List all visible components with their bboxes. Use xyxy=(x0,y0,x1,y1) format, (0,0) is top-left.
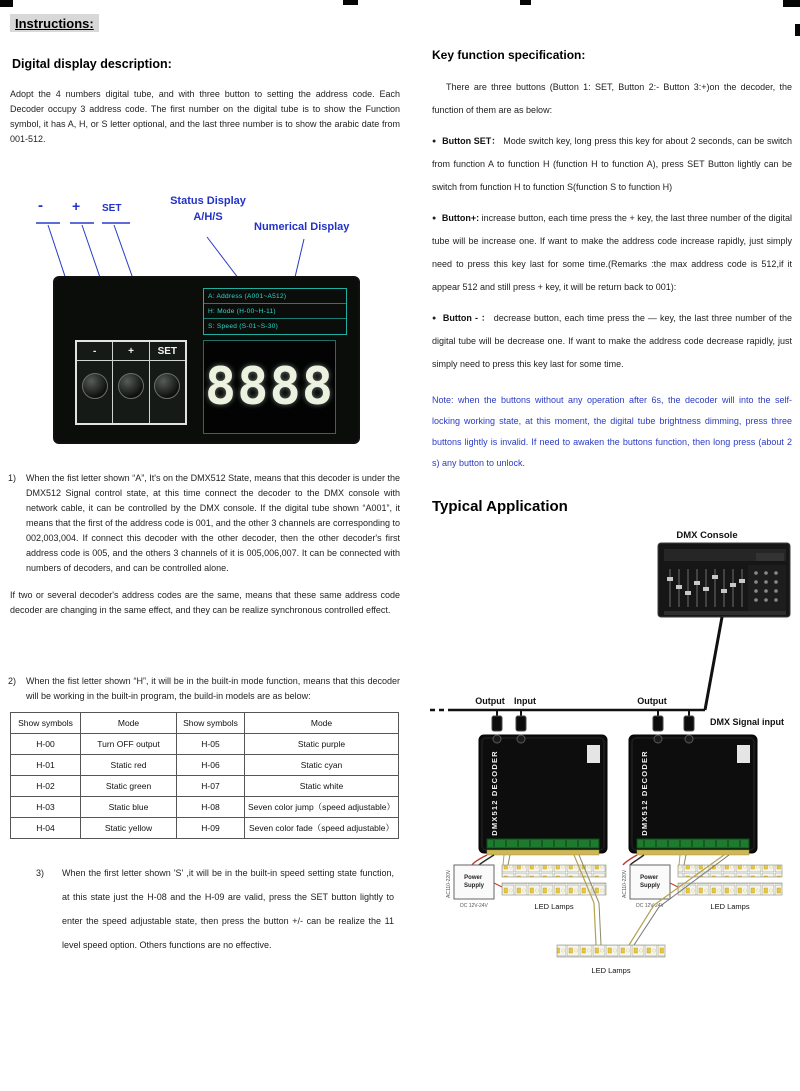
set-button xyxy=(154,373,180,399)
table-cell: H-01 xyxy=(11,755,81,776)
output-connector-1 xyxy=(492,710,502,731)
table-cell: H-04 xyxy=(11,818,81,839)
item-1-text: When the fist letter shown “A”, It's on the DMX512 State, means that this decoder is under the DMX512 Signal control state, at this time connect the decoder to the DMX console with network cable, it can be controlled by the DMX console. If the digital tube shown “A001”, it means that the first of the address code is 001, and the other 3 channels are corresponding to 002,003,004. If connect this decoder with the other decoder, then the other decoder's first address code is 005, and the others 3 channels of it is 005,006,007. It can be connected with numbers of decoders, and can be controlled alone. xyxy=(26,473,400,573)
led-strip-2 xyxy=(670,855,782,911)
annotation-set: SET xyxy=(102,203,122,214)
input-label: Input xyxy=(514,696,536,706)
bullet-icon: ● xyxy=(432,138,437,145)
table-cell: Static cyan xyxy=(245,755,399,776)
output-label-2: Output xyxy=(637,696,667,706)
dmx-signal-input-label: DMX Signal input xyxy=(710,717,784,727)
typical-application-heading: Typical Application xyxy=(432,498,568,515)
table-cell: Static green xyxy=(81,776,177,797)
table-cell: H-02 xyxy=(11,776,81,797)
output-label-1: Output xyxy=(475,696,505,706)
output-connector-2 xyxy=(653,710,663,731)
seven-segment-display xyxy=(203,340,336,434)
display-intro-paragraph: Adopt the 4 numbers digital tube, and with three button to setting the address code. Each Decoder occupy 3 address code. The first number on the digital tube is to show the Function symbol, it has A, H, or S letter optional, and the last three number is to show the arabic date from 001-512. xyxy=(10,89,400,144)
typical-application-diagram xyxy=(424,525,796,1003)
plus-button-label: + xyxy=(113,342,148,361)
status-legend-row: H: Mode (H-00~H-11) xyxy=(204,304,346,319)
column-header: Mode xyxy=(245,713,399,734)
key-function-intro: There are three buttons (Button 1: SET, Button 2:- Button 3:+)on the decoder, the function of them are as below: xyxy=(432,82,792,115)
table-row xyxy=(11,755,399,776)
led-lamps-label-1: LED Lamps xyxy=(534,902,574,911)
plus-button-column xyxy=(113,342,149,423)
power-supply-label: Power Supply xyxy=(639,875,661,889)
led-lamps-label-3: LED Lamps xyxy=(591,966,631,975)
device-photo xyxy=(55,278,358,442)
input-connector-1 xyxy=(516,710,526,731)
bullet-minus-text: decrease button, each time press the — key, the last three number of the digital tube will be decrease one. If want to make the address code decrease rapidly, just simply need to press this key last for some time. xyxy=(432,313,792,369)
minus-button-column xyxy=(77,342,113,423)
table-cell: Static purple xyxy=(245,734,399,755)
display-digits: 8888 xyxy=(204,357,335,417)
table-cell: H-03 xyxy=(11,797,81,818)
table-cell: Static yellow xyxy=(81,818,177,839)
annotation-numerical-display: Numerical Display xyxy=(254,221,350,233)
numbered-item-3 xyxy=(8,861,402,957)
input-connector-2 xyxy=(684,710,694,731)
console-cable xyxy=(705,617,722,710)
plus-button xyxy=(118,373,144,399)
item-1-continued: If two or several decoder's address codes are the same, means that these same address code decoder are changing in the same effect, and they can be realize synchronous controlled effect. xyxy=(10,590,400,615)
table-cell: Static red xyxy=(81,755,177,776)
annotation-plus: + xyxy=(72,198,81,214)
annotation-status-line1: Status Display xyxy=(170,195,246,207)
instructions-heading: Instructions: xyxy=(10,14,99,32)
decoder-1-label: DMX512 DECODER xyxy=(490,750,499,836)
item-number: 2) xyxy=(8,676,17,686)
display-description-heading: Digital display description: xyxy=(12,57,172,71)
minus-button-label: - xyxy=(77,342,112,361)
table-row xyxy=(11,797,399,818)
decoder-2 xyxy=(629,735,757,855)
bullet-plus xyxy=(432,207,792,299)
key-function-heading: Key function specification: xyxy=(432,48,586,62)
table-row xyxy=(11,818,399,839)
item-number: 1) xyxy=(8,473,17,483)
table-row xyxy=(11,734,399,755)
bullet-set-text: Mode switch key, long press this key for about 2 seconds, can be switch from function A to function H (function H to function A), press SET Button lightly can be switch from function H to function S(function S to function H) xyxy=(432,136,792,192)
right-column xyxy=(424,0,796,1003)
dc-output-label-1: DC 12V-24V xyxy=(460,903,488,909)
annotation-minus: - xyxy=(38,197,43,214)
minus-button xyxy=(82,373,108,399)
decoder-1 xyxy=(479,735,607,855)
decoder-2-label: DMX512 DECODER xyxy=(640,750,649,836)
bullet-minus xyxy=(432,307,792,376)
annotation-status-line2: A/H/S xyxy=(193,211,223,223)
table-cell: Seven color fade（speed adjustable） xyxy=(245,818,399,839)
numbered-item-1 xyxy=(8,471,402,576)
led-strip-1 xyxy=(494,855,606,911)
status-legend-panel xyxy=(203,288,347,335)
status-legend-row: S: Speed (S-01~S-30) xyxy=(208,323,279,330)
led-lamps-label-2: LED Lamps xyxy=(710,902,750,911)
table-cell: Seven color jump（speed adjustable） xyxy=(245,797,399,818)
dc-output-label-2: DC 12V-24V xyxy=(636,903,664,909)
column-header: Show symbols xyxy=(11,713,81,734)
column-header: Mode xyxy=(81,713,177,734)
bullet-icon: ● xyxy=(432,215,437,222)
bullet-icon: ● xyxy=(432,315,437,322)
table-cell: Static white xyxy=(245,776,399,797)
table-cell: H-06 xyxy=(177,755,245,776)
set-button-column xyxy=(150,342,185,423)
table-cell: H-07 xyxy=(177,776,245,797)
numbered-item-2 xyxy=(8,674,402,704)
table-row xyxy=(11,776,399,797)
display-figure xyxy=(8,193,402,445)
table-cell: H-09 xyxy=(177,818,245,839)
table-cell: Turn OFF output xyxy=(81,734,177,755)
status-legend-row: A: Address (A001~A512) xyxy=(204,289,346,304)
table-cell: H-05 xyxy=(177,734,245,755)
table-cell: H-00 xyxy=(11,734,81,755)
modes-table xyxy=(10,712,399,839)
bullet-plus-label: Button+: xyxy=(441,213,480,223)
column-header: Show symbols xyxy=(177,713,245,734)
ac-input-label-1: AC110-220V xyxy=(446,869,452,898)
note-paragraph: Note: when the buttons without any operation after 6s, the decoder will into the self-locking working state, at this moment, the digital tube brightness dimming, press three buttons lightly is invalid. If need to awaken the buttons function, then long press (about 2 s) any button to unlock. xyxy=(432,395,792,468)
dmx-console-illustration xyxy=(658,543,790,617)
dmx-console-label: DMX Console xyxy=(676,530,738,541)
left-column xyxy=(8,0,402,957)
power-supply-1 xyxy=(446,855,494,909)
table-cell: H-08 xyxy=(177,797,245,818)
bullet-set xyxy=(432,130,792,199)
bullet-minus-label: Button - ： xyxy=(442,313,491,323)
item-3-text: When the first letter shown 'S' ,it will be in the built-in speed setting state function, at this state just the H-08 and the H-09 are valid, press the SET button lightly to enter the speed adjustable state, then press the button +/- can be realize the 11 level speed option. Others functions are no effective. xyxy=(62,868,394,950)
item-2-text: When the fist letter shown “H”, it will be in the built-in mode function, means that this decoder will be working in the built-in program, the build-in models are as below: xyxy=(26,676,400,701)
table-header-row xyxy=(11,713,399,734)
table-cell: Static blue xyxy=(81,797,177,818)
item-number: 3) xyxy=(36,868,45,878)
power-supply-2 xyxy=(622,855,670,909)
bullet-plus-text: increase button, each time press the + key, the last three number of the digital tube will be increase one. If want to make the address code increase rapidly, just simply need to press this key last for some time.(Remarks :the max address code is 512,if it appear 512 and still press + key, it will be return back to 001): xyxy=(432,213,792,292)
device-buttons-panel xyxy=(75,340,187,425)
set-button-label: SET xyxy=(150,342,185,361)
ac-input-label-2: AC110-220V xyxy=(622,869,628,898)
bullet-set-label: Button SET： xyxy=(442,136,501,146)
power-supply-label: Power Supply xyxy=(463,875,485,889)
